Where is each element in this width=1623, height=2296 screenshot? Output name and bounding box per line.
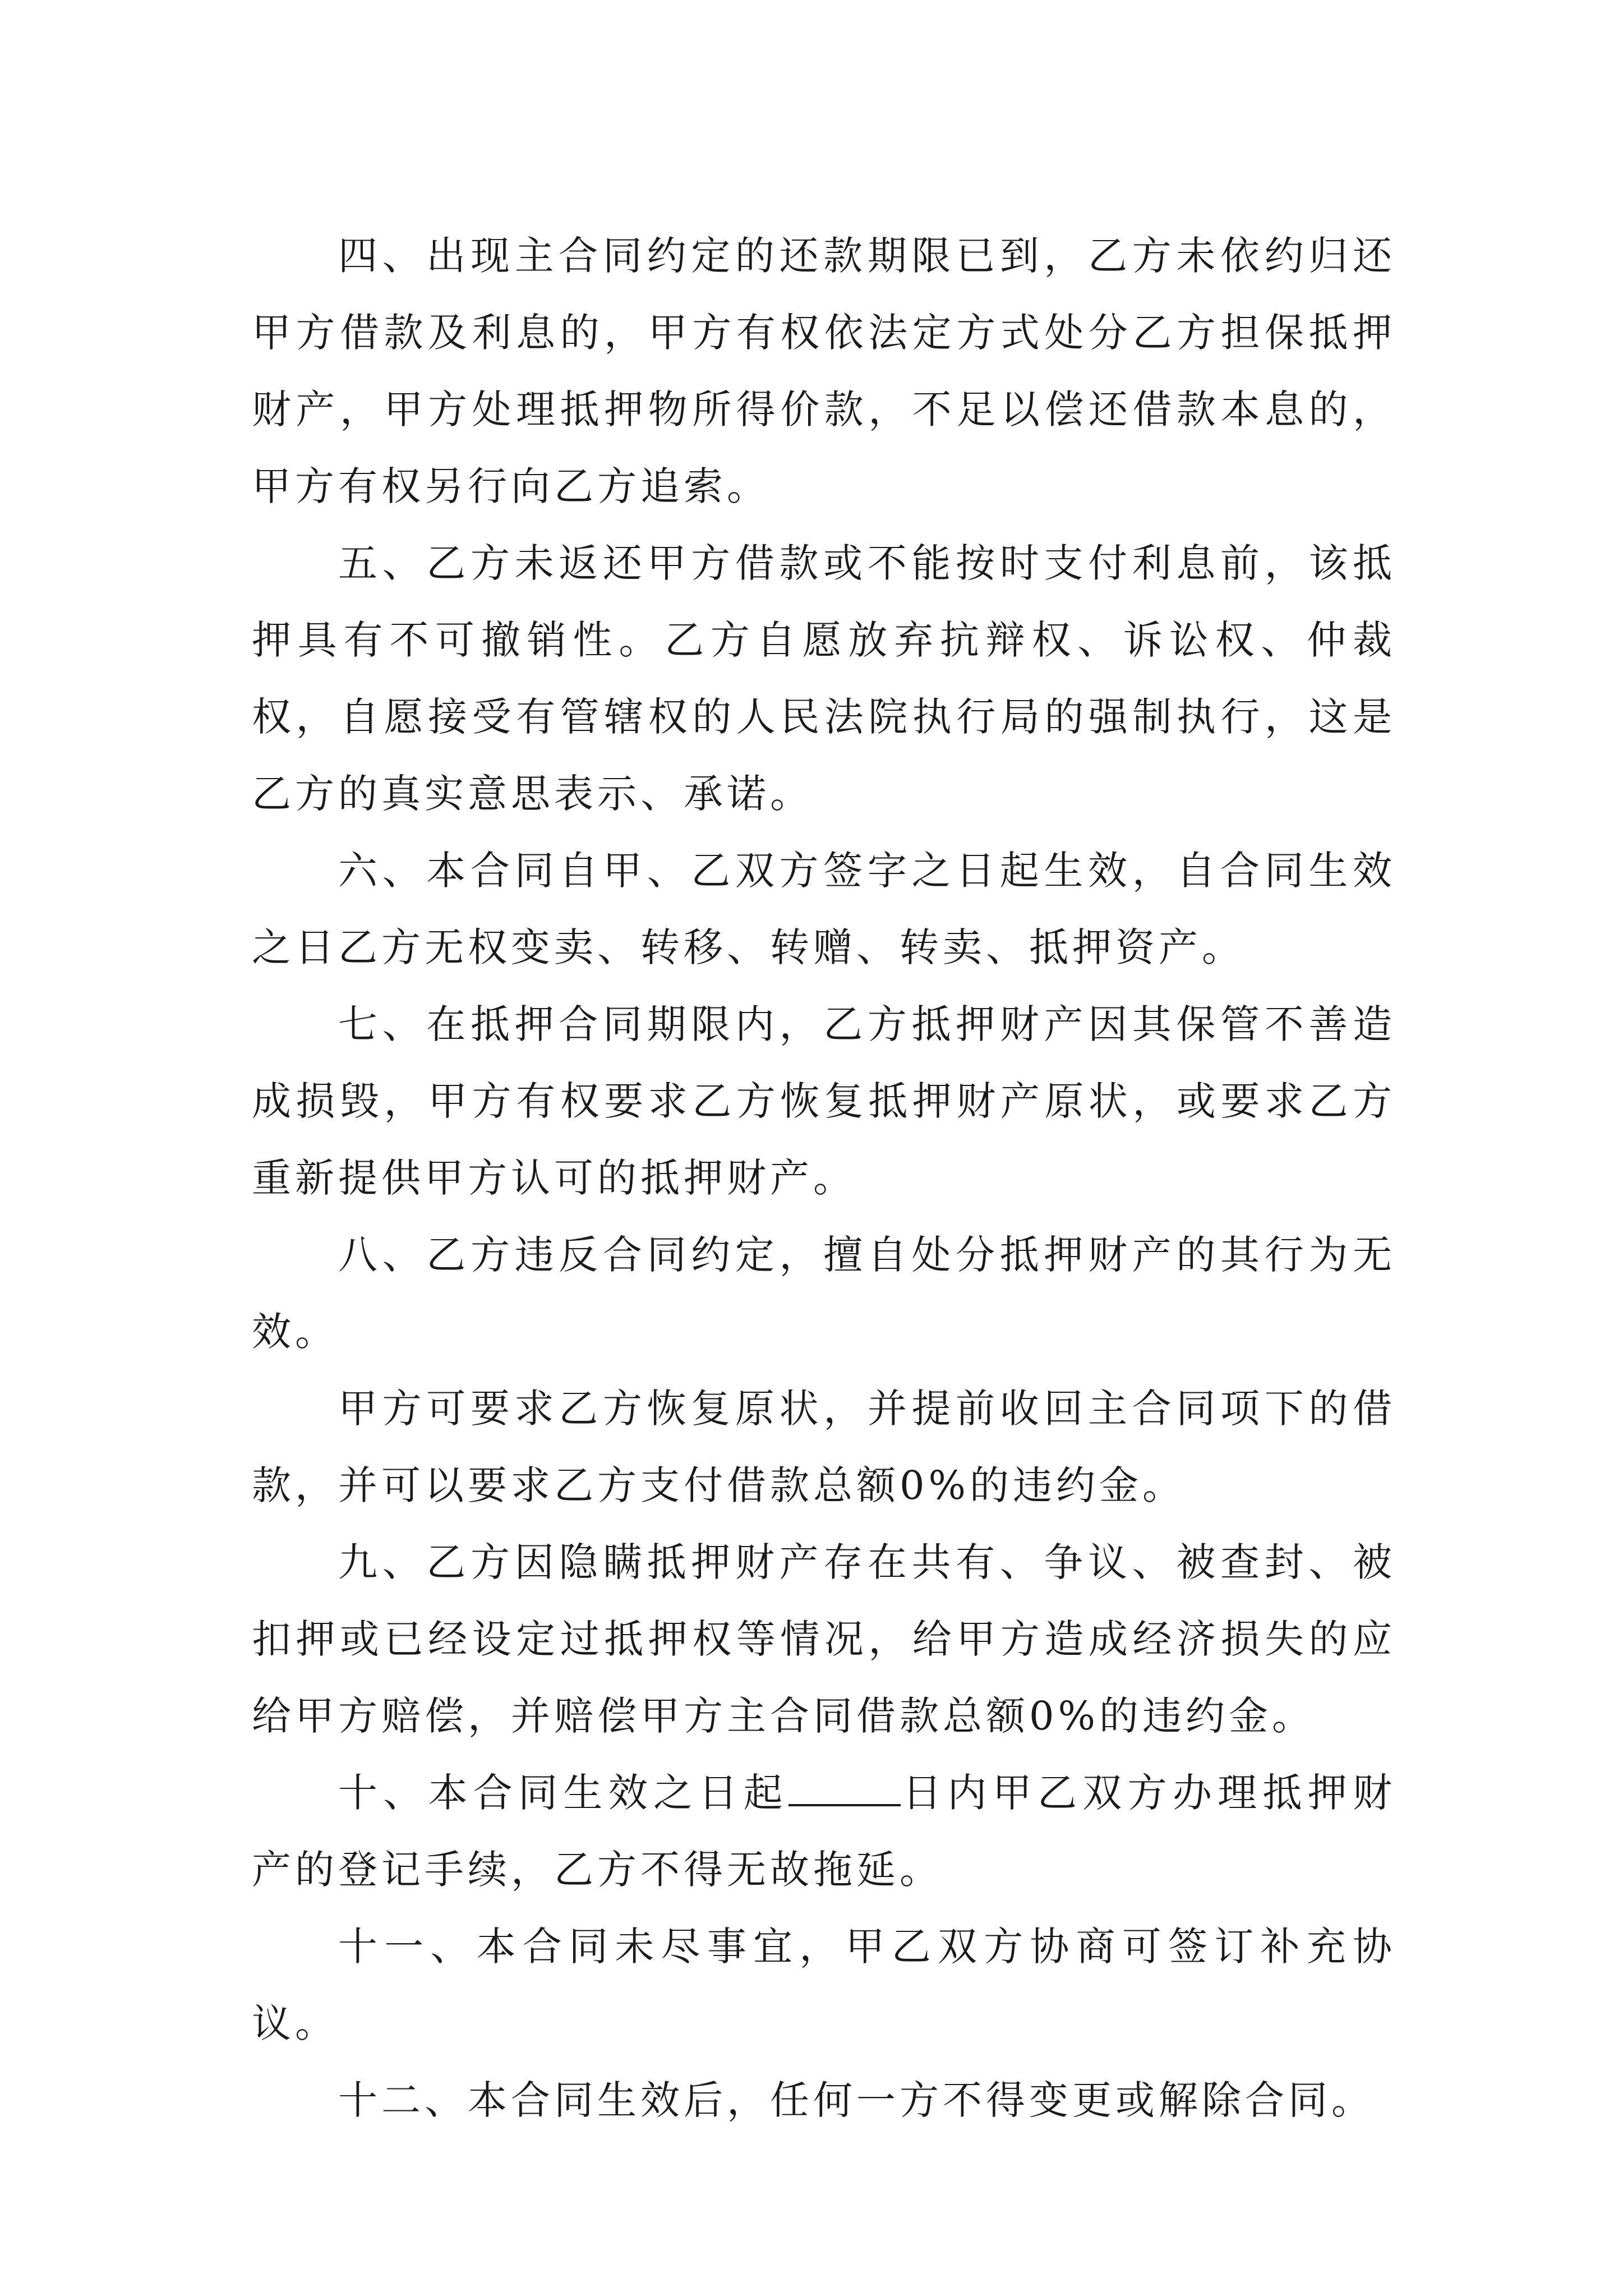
contract-body bbox=[252, 218, 1396, 2139]
clause-8-paragraph: 八、乙方违反合同约定，擅自处分抵押财产的其行为无效。 bbox=[252, 1232, 1396, 1355]
clause-10-paragraph bbox=[252, 1755, 1396, 1908]
clause-4-paragraph: 四、出现主合同约定的还款期限已到，乙方未依约归还甲方借款及利息的，甲方有权依法定方式处分乙方担保抵押财产，甲方处理抵押物所得价款，不足以偿还借款本息的，甲方有权另行向乙方追索。 bbox=[252, 233, 1396, 509]
clause-8-continuation-paragraph: 甲方可要求乙方恢复原状，并提前收回主合同项下的借款，并可以要求乙方支付借款总额0%的违约金。 bbox=[252, 1386, 1396, 1508]
clause-10-text-before: 十、本合同生效之日起 bbox=[338, 1770, 789, 1816]
clause-12-paragraph: 十二、本合同生效后，任何一方不得变更或解除合同。 bbox=[338, 2077, 1375, 2123]
clause-7-paragraph: 七、在抵押合同期限内，乙方抵押财产因其保管不善造成损毁，甲方有权要求乙方恢复抵押财产原状，或要求乙方重新提供甲方认可的抵押财产。 bbox=[252, 1001, 1396, 1201]
clause-11-paragraph: 十一、本合同未尽事宜，甲乙双方协商可签订补充协议。 bbox=[252, 1924, 1396, 2046]
clause-5-paragraph: 五、乙方未返还甲方借款或不能按时支付利息前，该抵押具有不可撤销性。乙方自愿放弃抗辩权、诉讼权、仲裁权，自愿接受有管辖权的人民法院执行局的强制执行，这是乙方的真实意思表示、承诺。 bbox=[252, 540, 1396, 817]
clause-6-paragraph: 六、本合同自甲、乙双方签字之日起生效，自合同生效之日乙方无权变卖、转移、转赠、转卖、抵押资产。 bbox=[252, 848, 1396, 970]
clause-10-text-after: 日内甲乙双方办理抵押财产的登记手续，乙方不得无故拖延。 bbox=[252, 1770, 1396, 1893]
days-blank-field bbox=[789, 1770, 901, 1806]
clause-9-paragraph: 九、乙方因隐瞒抵押财产存在共有、争议、被查封、被扣押或已经设定过抵押权等情况，给甲方造成经济损失的应给甲方赔偿，并赔偿甲方主合同借款总额0%的违约金。 bbox=[252, 1539, 1396, 1739]
